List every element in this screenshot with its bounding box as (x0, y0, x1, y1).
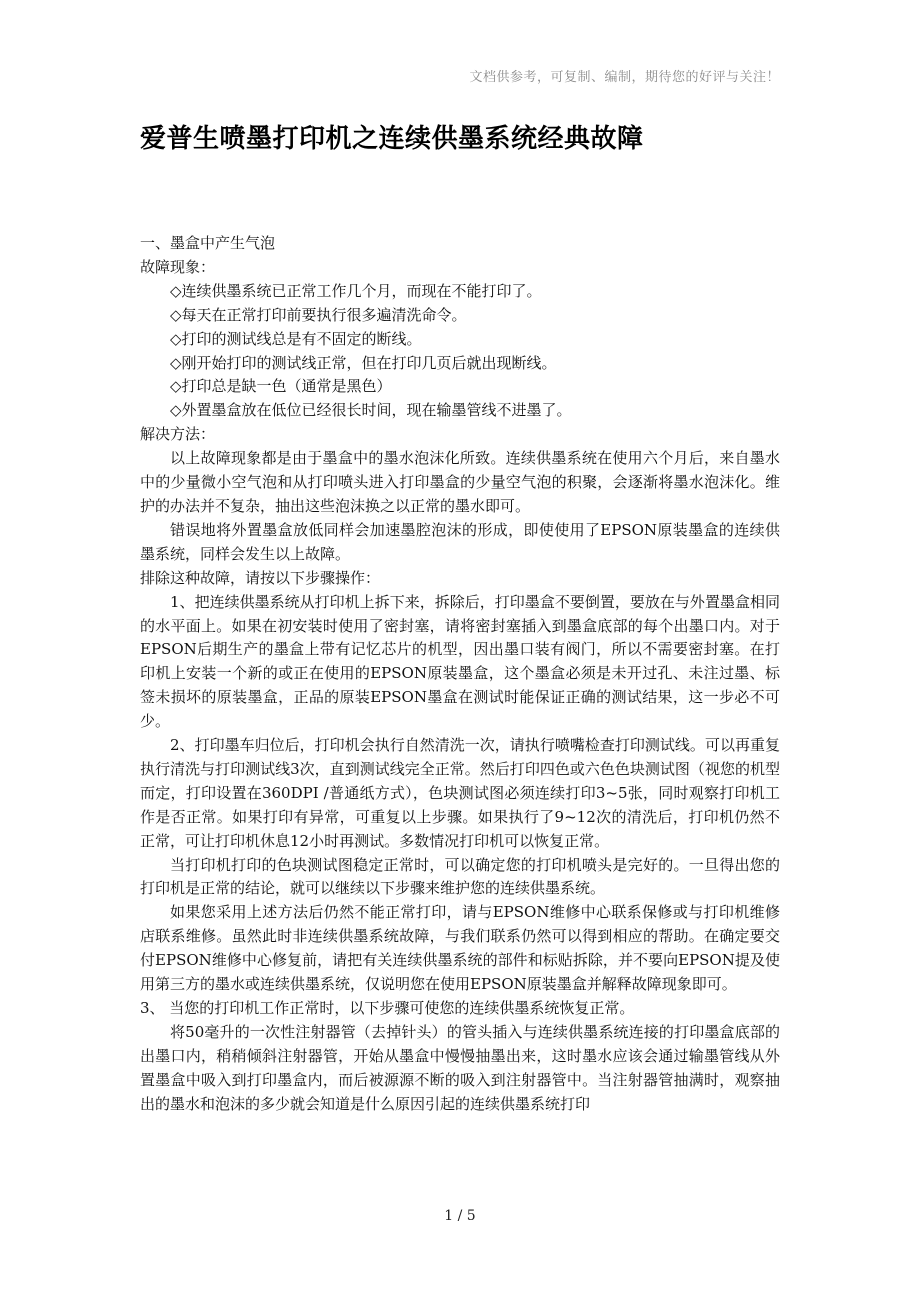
symptom-item: ◇连续供墨系统已正常工作几个月，而现在不能打印了。 (170, 281, 542, 300)
step3-label: 3、 当您的打印机工作正常时，以下步骤可使您的连续供墨系统恢复正常。 (140, 999, 635, 1017)
step-paragraph: 2、打印墨车归位后，打印机会执行自然清洗一次，请执行喷嘴检查打印测试线。可以再重复执行清洗与打印测试线3次，直到测试线完全正常。然后打印四色或六色色块测试图（视您的机型而定，打印设置在360DPI /普通纸方式），色块测试图必须连续打印3~5张，同时观察打印机工作是否正常。如果打印有异常，可重复以上步骤。如果执行了9~12次的清洗后，打印机仍然不正常，可让打印机休息12小时再测试。多数情况打印机可以恢复正常。 (140, 736, 780, 850)
page-number: 1 / 5 (444, 1208, 476, 1224)
symptom-item: ◇刚开始打印的测试线正常，但在打印几页后就出现断线。 (170, 353, 557, 372)
header-note: 文档供参考，可复制、编制，期待您的好评与关注！ (469, 70, 780, 85)
symptom-item: ◇外置墨盒放在低位已经很长时间，现在输墨管线不进墨了。 (170, 401, 572, 420)
page-title: 爱普生喷墨打印机之连续供墨系统经典故障 (140, 124, 644, 154)
solution-paragraph: 错误地将外置墨盒放低同样会加速墨腔泡沫的形成，即使使用了EPSON原装墨盒的连续供墨系统，同样会发生以上故障。 (140, 520, 780, 563)
step-paragraph: 1、把连续供墨系统从打印机上拆下来，拆除后，打印墨盒不要倒置，要放在与外置墨盒相同的水平面上。如果在初安装时使用了密封塞，请将密封塞插入到墨盒底部的每个出墨口内。对于EPSON后期生产的墨盒上带有记忆芯片的机型，因出墨口装有阀门，所以不需要密封塞。在打印机上安装一个新的或正在使用的EPSON原装墨盒，这个墨盒必须是未开过孔、未注过墨、标签未损坏的原装墨盒，正品的原装EPSON墨盒在测试时能保证正确的测试结果，这一步必不可少。 (140, 592, 780, 731)
symptom-item: ◇每天在正常打印前要执行很多遍清洗命令。 (170, 305, 467, 324)
symptom-item: ◇打印总是缺一色（通常是黑色） (170, 377, 392, 396)
step3-paragraph: 将50毫升的一次性注射器管（去掉针头）的管头插入与连续供墨系统连接的打印墨盒底部的出墨口内，稍稍倾斜注射器管，开始从墨盒中慢慢抽墨出来，这时墨水应该会通过输墨管线从外置墨盒中吸入到打印墨盒内，而后被源源不断的吸入到注射器管中。当注射器管抽满时，观察抽出的墨水和泡沫的多少就会知道是什么原因引起的连续供墨系统打印 (140, 1022, 780, 1113)
step-paragraph: 当打印机打印的色块测试图稳定正常时，可以确定您的打印机喷头是完好的。一旦得出您的打印机是正常的结论，就可以继续以下步骤来维护您的连续供墨系统。 (140, 855, 780, 898)
symptom-item: ◇打印的测试线总是有不固定的断线。 (170, 329, 422, 348)
solution-label: 解决方法： (140, 425, 216, 444)
step-paragraph: 如果您采用上述方法后仍然不能正常打印，请与EPSON维修中心联系保修或与打印机维修店联系维修。虽然此时非连续供墨系统故障，与我们联系仍然可以得到相应的帮助。在确定要交付EPSON维修中心修复前，请把有关连续供墨系统的部件和标贴拆除，并不要向EPSON提及使用第三方的墨水或连续供墨系统，仅说明您在使用EPSON原装墨盒并解释故障现象即可。 (140, 903, 780, 994)
steps-label: 排除这种故障，请按以下步骤操作： (140, 568, 381, 587)
symptom-label: 故障现象： (140, 257, 216, 276)
document-body (140, 232, 780, 1117)
section-heading: 一、墨盒中产生气泡 (140, 234, 276, 252)
solution-paragraph: 以上故障现象都是由于墨盒中的墨水泡沫化所致。连续供墨系统在使用六个月后，来自墨水中的少量微小空气泡和从打印喷头进入打印墨盒的少量空气泡的积聚，会逐渐将墨水泡沫化。维护的办法并不复杂，抽出这些泡沫换之以正常的墨水即可。 (140, 449, 780, 515)
